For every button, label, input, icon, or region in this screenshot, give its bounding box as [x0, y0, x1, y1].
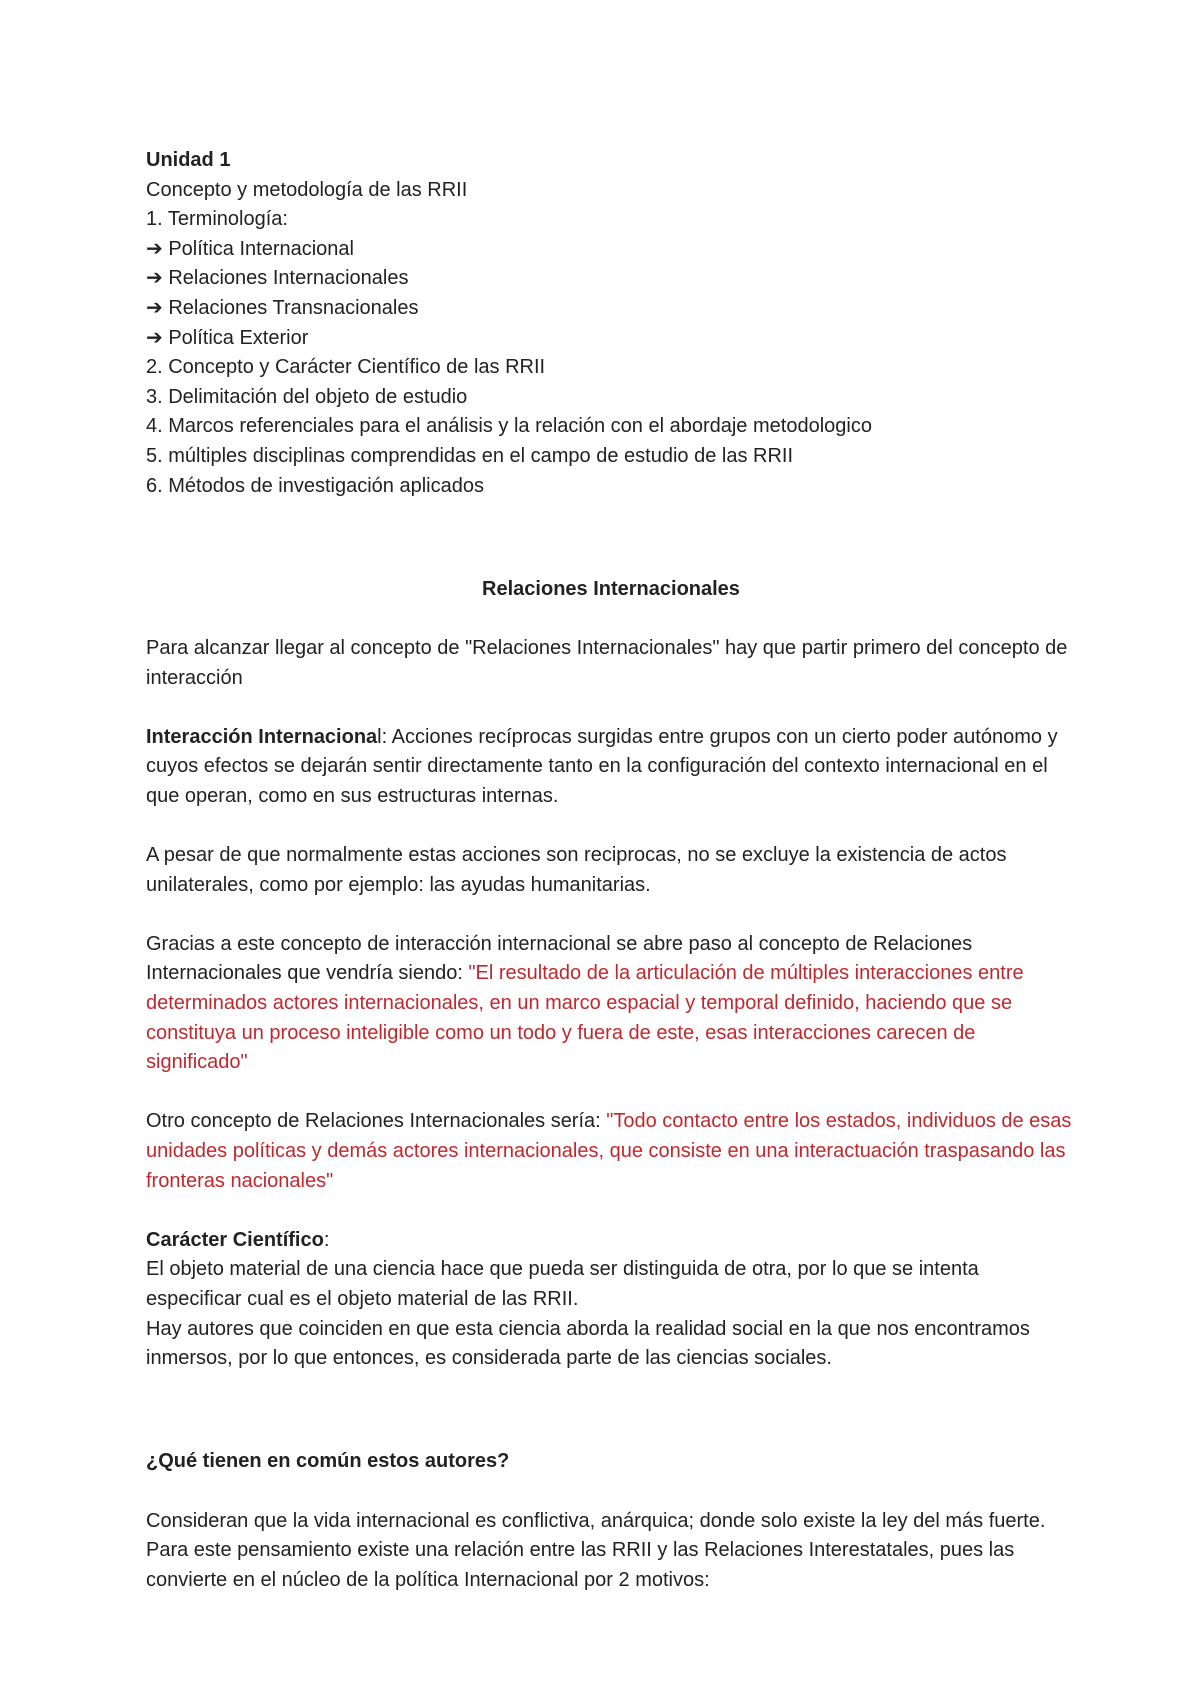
reciprocity-paragraph: A pesar de que normalmente estas acciones son reciprocas, no se excluye la existencia de actos unilaterales, como por ejemplo: las ayudas humanitarias. — [146, 844, 1007, 896]
caracter-paragraph-2: Hay autores que coinciden en que esta ciencia aborda la realidad social en la que nos encontramos inmersos, por lo que entonces, es considerada parte de las ciencias sociales. — [146, 1317, 1030, 1370]
outline-point: 6. Métodos de investigación aplicados — [146, 474, 484, 497]
term-label: Relaciones Internacionales — [168, 267, 409, 290]
outline-point: 4. Marcos referenciales para el análisis y la relación con el abordaje metodologico — [146, 415, 872, 438]
ri-definition-paragraph — [146, 930, 1076, 1078]
intro-paragraph: Para alcanzar llegar al concepto de "Relaciones Internacionales" hay que partir primero del concepto de interacción — [146, 636, 1068, 689]
outline-point: 5. múltiples disciplinas comprendidas en el campo de estudio de las RRII — [146, 444, 794, 467]
interaction-term: Interacción Internaciona — [146, 725, 378, 748]
section-heading: Relaciones Internacionales — [482, 577, 740, 600]
ri-alt-definition-paragraph — [146, 1107, 1076, 1196]
term-label: Política Internacional — [168, 237, 354, 260]
caracter-colon: : — [323, 1228, 330, 1251]
document-page — [146, 146, 1076, 1595]
question-heading: ¿Qué tienen en común estos autores? — [146, 1450, 510, 1473]
terminology-heading: 1. Terminología: — [146, 208, 288, 231]
outline-point: 3. Delimitación del objeto de estudio — [146, 385, 468, 408]
unit-title: Unidad 1 — [146, 149, 231, 171]
term-label: Relaciones Transnacionales — [168, 296, 419, 319]
caracter-heading-line — [146, 1226, 1076, 1256]
ri-alt-definition-lead: Otro concepto de Relaciones Internacionales sería: — [146, 1110, 607, 1133]
ri-alt-definition-quote: "Todo contacto entre los estados, individuos de esas unidades políticas y demás actores internacionales, que consiste en una interactuación traspasando las fronteras nacionales" — [146, 1110, 1072, 1192]
caracter-paragraph-1: El objeto material de una ciencia hace que pueda ser distinguida de otra, por lo que se intenta especificar cual es el objeto material de las RRII. — [146, 1258, 979, 1310]
interaction-definition — [146, 723, 1076, 812]
question-answer: Consideran que la vida internacional es conflictiva, anárquica; donde solo existe la ley del más fuerte. Para este pensamiento existe una relación entre las RRII y las Relaciones Interestatales, pues las convierte en el núcleo de la política Internacional por 2 motivos: — [146, 1509, 1046, 1591]
unit-subtitle: Concepto y metodología de las RRII — [146, 178, 468, 201]
arrow-right-icon: ➔ — [146, 237, 163, 260]
arrow-right-icon: ➔ — [146, 296, 163, 319]
term-item — [146, 294, 1076, 324]
arrow-right-icon: ➔ — [146, 267, 163, 290]
term-item — [146, 324, 1076, 354]
ri-definition-quote: "El resultado de la articulación de múltiples interacciones entre determinados actores internacionales, en un marco espacial y temporal definido, haciendo que se constituya un proceso inteligible como un todo y fuera de este, esas interacciones carecen de significado" — [146, 962, 1024, 1074]
caracter-heading: Carácter Científico — [146, 1228, 324, 1251]
interaction-def-text: : Acciones recíprocas surgidas entre grupos con un cierto poder autónomo y cuyos efectos se dejarán sentir directamente tanto en la configuración del contexto internacional en el que operan, como en sus estructuras internas. — [146, 725, 1058, 807]
outline-point: 2. Concepto y Carácter Científico de las RRII — [146, 356, 546, 379]
arrow-right-icon: ➔ — [146, 326, 163, 349]
ri-definition-lead: Gracias a este concepto de interacción internacional se abre paso al concepto de Relaciones Internacionales que vendría siendo: — [146, 932, 973, 985]
interaction-term-tail: l — [377, 725, 382, 748]
term-label: Política Exterior — [168, 326, 309, 349]
term-item — [146, 264, 1076, 294]
term-item — [146, 235, 1076, 265]
